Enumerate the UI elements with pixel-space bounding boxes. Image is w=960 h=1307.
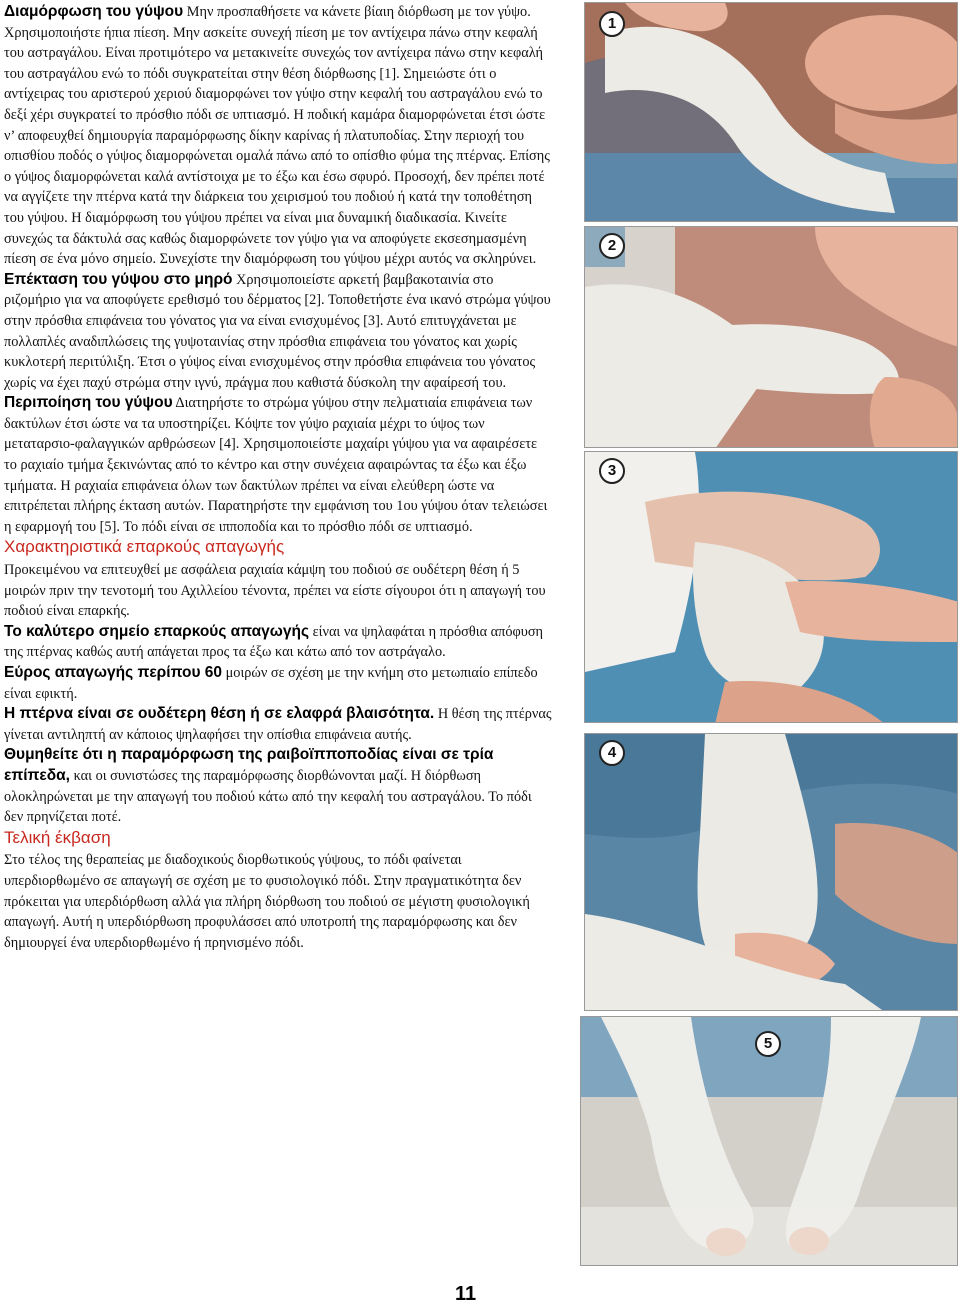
section-moulding [4,2,552,270]
body-moulding: Μην προσπαθήσετε να κάνετε βίαιη διόρθωση με τον γύψο. Χρησιμοποιήστε ήπια πίεση. Μην ασκείτε συνεχή πίεση με τον αντίχειρα πάνω στην κεφαλή του αστραγάλου. Είναι προτιμότερο να μετακινείτε συνεχώς τον αντίχειρα πάνω στην κεφαλή του αστραγάλου ενώ το πόδι συγκρατείται στην θέση διόρθωσης [1]. Σημειώστε ότι ο αντίχειρας του αριστερού χεριού διαμορφώνει τον γύψο στην κεφαλή του αστραγάλου ενώ το δεξί χέρι συγκρατεί το πρόσθιο πόδι σε υπτιασμό. Η ποδική καμάρα διαμορφώνεται έτσι ώστε ν’ αποφευχθεί δημιουργία παραμόρφωσης δίκην καρίνας ή πλατυποδίας. Στην περιοχή του οπισθίου ποδός ο γύψος διαμορφώνεται ομαλά πάνω από το οπίσθιο φύμα της πτέρνας. Επίσης ο γύψος διαμορφώνεται καλά αντίστοιχα με το έξω και έσω σφυρό. Προσοχή, δεν πρέπει ποτέ να αγγίζετε την πτέρνα κατά την διάρκεια του χειρισμού του ποδιού ή κατά την τοποθέτηση του γύψου. Η διαμόρφωση του γύψου πρέπει να είναι μια δυναμική διαδικασία. Κινείτε συνεχώς τα δάκτυλά σας καθώς διαμορφώνετε τον γύψο για να αποφύγετε εκσεσημασμένη πίεση σε ένα μόνο σημείο. Συνεχίστε την διαμόρφωση του γύψου μέχρι αυτός να σκληρύνει. [4,4,550,268]
body-remember: και οι συνιστώσες της παραμόρφωσης διορθώνονται μαζί. Η διόρθωση ολοκληρώνεται με την απαγωγή του ποδιού κάτω από την κεφαλή του αστραγάλου. Το πόδι δεν πρηνίζεται ποτέ. [4,767,532,826]
photo-5-number-badge: 5 [755,1031,781,1057]
section-heel [4,704,552,745]
photo-4-illustration [585,734,958,1011]
photo-1 [584,2,958,222]
photo-3 [584,451,958,723]
text-column [4,2,552,953]
heading-abduction: Χαρακτηριστικά επαρκούς απαγωγής [4,537,285,557]
section-trimming [4,393,552,537]
section-remember [4,745,552,827]
heading-moulding: Διαμόρφωση του γύψου [4,3,184,20]
body-heel: Η θέση της πτέρνας γίνεται αντιληπτή αν κάποιος ψηλαφήσει την οπίσθια επιφάνεια αυτής. [4,706,552,743]
body-range: μοιρών σε σχέση με την κνήμη στο μετωπιαίο επίπεδο είναι εφικτή. [4,665,538,702]
body-abduction: Προκειμένου να επιτευχθεί με ασφάλεια ραχιαία κάμψη του ποδιού σε ουδέτερη θέση ή 5 μοιρών πριν την τενοτομή του Αχιλλείου τένοντα, πρέπει να είστε σίγουροι ότι η απαγωγή του ποδιού είναι επαρκής. [4,562,546,620]
photo-4 [584,733,958,1011]
body-outcome: Στο τέλος της θεραπείας με διαδοχικούς διορθωτικούς γύψους, το πόδι φαίνεται υπερδιορθωμένο σε απαγωγή σε σχέση με το φυσιολογικό πόδι. Στην πραγματικότητα δεν πρόκειται για υπερδιόρθωση αλλά για πλήρη διόρθωση του ποδιού σε μέγιστη φυσιολογική απαγωγή. Αυτή η υπερδιόρθωση προφυλάσσει από υποτροπή της παραμόρφωσης και δεν δημιουργεί ένα υπερδιορθωμένο ή πρηνισμένο πόδι. [4,852,530,951]
section-abduction [4,537,552,621]
photo-4-number-badge: 4 [599,740,625,766]
heading-range: Εύρος απαγωγής περίπου 60 [4,664,223,681]
body-extension: Χρησιμοποιείστε αρκετή βαμβακοταινία στο ριζομήριο για να αποφύγετε ερεθισμό του δέρματος [2]. Τοποθετήστε ένα ικανό στρώμα γύψου στην πρόσθια επιφάνεια του γόνατος για να είναι ενισχυμένος [3]. Αυτό επιτυγχάνεται με πολλαπλές αναδιπλώσεις της γυψοταινίας στην πρόσθια επιφάνεια του γόνατος και χωρίς κυκλοτερή περιτύλιξη. Έτσι ο γύψος είναι ενισχυμένος στην πρόσθια επιφάνεια του γόνατος χωρίς να έχει παχύ στρώμα στην ιγνύ, πράγμα που καθιστά δύσκολη την αφαίρεσή του. [4,271,551,391]
photo-1-number-badge: 1 [599,11,625,37]
page-number: 11 [455,1283,477,1305]
photo-1-illustration [585,3,958,222]
photo-2-illustration [585,227,958,448]
section-best-sign [4,622,552,663]
heading-extension: Επέκταση του γύψου στο μηρό [4,270,233,288]
section-outcome [4,828,552,954]
heading-remember: Θυμηθείτε ότι η παραμόρφωση της ραιβοϊπποποδίας είναι σε τρία επίπεδα, [4,746,494,784]
photo-2 [584,226,958,448]
section-range [4,663,552,704]
heading-best-sign: Το καλύτερο σημείο επαρκούς απαγωγής [4,622,310,640]
photo-3-number-badge: 3 [599,458,625,484]
heading-trimming: Περιποίηση του γύψου [4,394,173,412]
section-extension [4,270,552,394]
photo-5 [580,1016,958,1266]
photo-2-number-badge: 2 [599,233,625,259]
body-best-sign: είναι να ψηλαφάται η πρόσθια απόφυση της πτέρνας καθώς αυτή απάγεται προς τα έξω και κάτω από τον αστράγαλο. [4,623,544,661]
photo-3-illustration [585,452,958,723]
heading-heel: Η πτέρνα είναι σε ουδέτερη θέση ή σε ελαφρά βλαισότητα. [4,705,435,723]
body-trimming: Διατηρήστε το στρώμα γύψου στην πελματιαία επιφάνεια των δακτύλων έτσι ώστε να τα υποστηρίζει. Κόψτε τον γύψο ραχιαία μέχρι το ύψος των μεταταρσιο-φαλαγγικών αρθρώσεων [4]. Χρησιμοποιείστε μαχαίρι γύψου για να αφαιρέσετε το ραχιαίο τμήμα ξεκινώντας από το κέντρο και στην συνέχεια αφαιρώντας τα έξω και έξω τμήματα. Η ραχιαία επιφάνεια όλων των δακτύλων πρέπει να είναι ελεύθερη ώστε να επιτρέπεται πλήρης έκταση αυτών. Παρατηρήστε την εμφάνιση του 1ου γύψου όταν τελειώσει η εφαρμογή του [5]. Το πόδι είναι σε ιπποποδία και το πρόσθιο πόδι σε υπτιασμό. [4,395,548,535]
heading-outcome: Τελική έκβαση [4,827,111,847]
